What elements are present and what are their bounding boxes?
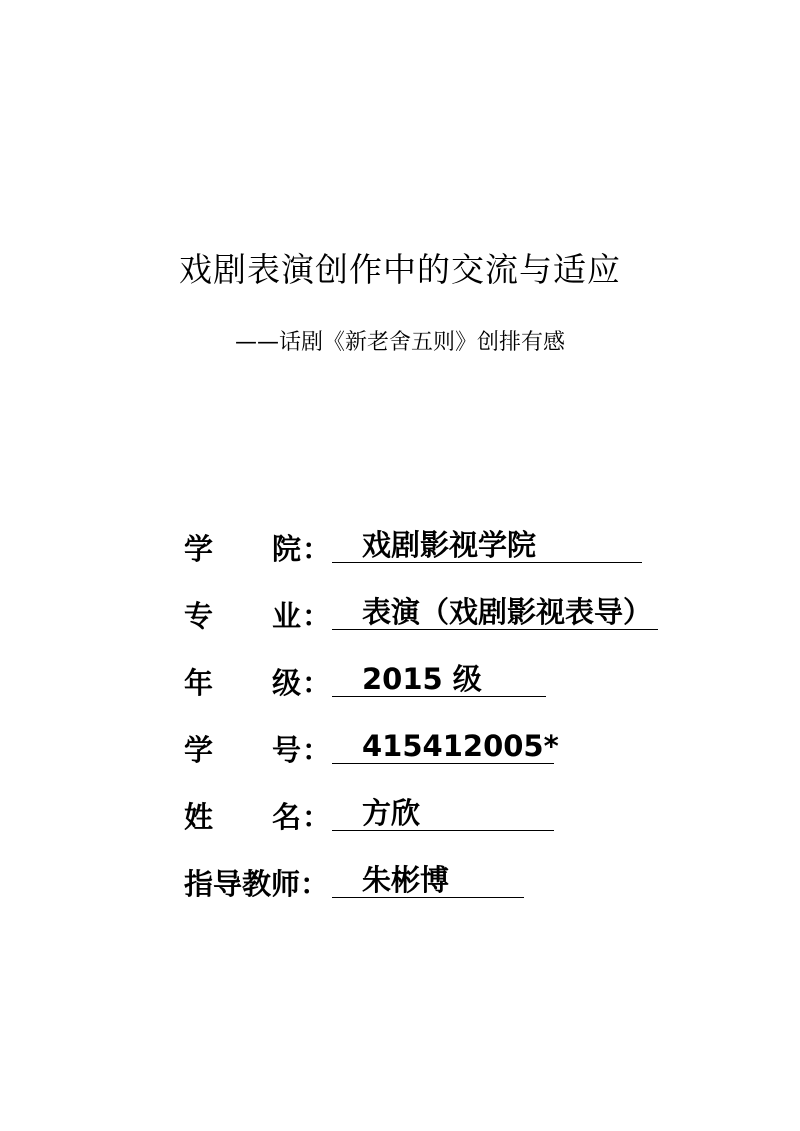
field-label: 指导教师：: [184, 867, 330, 901]
field-value-underline: [332, 527, 642, 563]
field-name: 姓 名 ： 方欣: [184, 795, 704, 862]
field-value-underline: [332, 728, 559, 764]
cover-info: [184, 527, 704, 929]
field-value-underline: [332, 795, 554, 831]
field-grade: 年 级 ： 2015 级: [184, 661, 704, 728]
field-college: 学 院 ： 戏剧影视学院: [184, 527, 704, 594]
field-value: 戏剧影视学院: [362, 528, 537, 562]
field-student-id: 学 号 ： 415412005*: [184, 729, 559, 767]
field-value: 方欣: [362, 796, 421, 830]
document-subtitle: ——话剧《新老舍五则》创排有感: [234, 330, 565, 355]
field-advisor: [184, 862, 704, 929]
field-value: 415412005*: [362, 729, 559, 763]
field-value-underline: [332, 661, 546, 697]
field-value: 2015 级: [362, 662, 482, 696]
document-title: 戏剧表演创作中的交流与适应: [179, 250, 621, 289]
field-major: 专 业 ： 表演（戏剧影视表导）: [184, 594, 704, 661]
field-value-underline: [332, 594, 658, 630]
field-value-underline: [332, 862, 524, 898]
field-value: 朱彬博: [362, 863, 450, 897]
field-value: 表演（戏剧影视表导）: [362, 595, 653, 629]
